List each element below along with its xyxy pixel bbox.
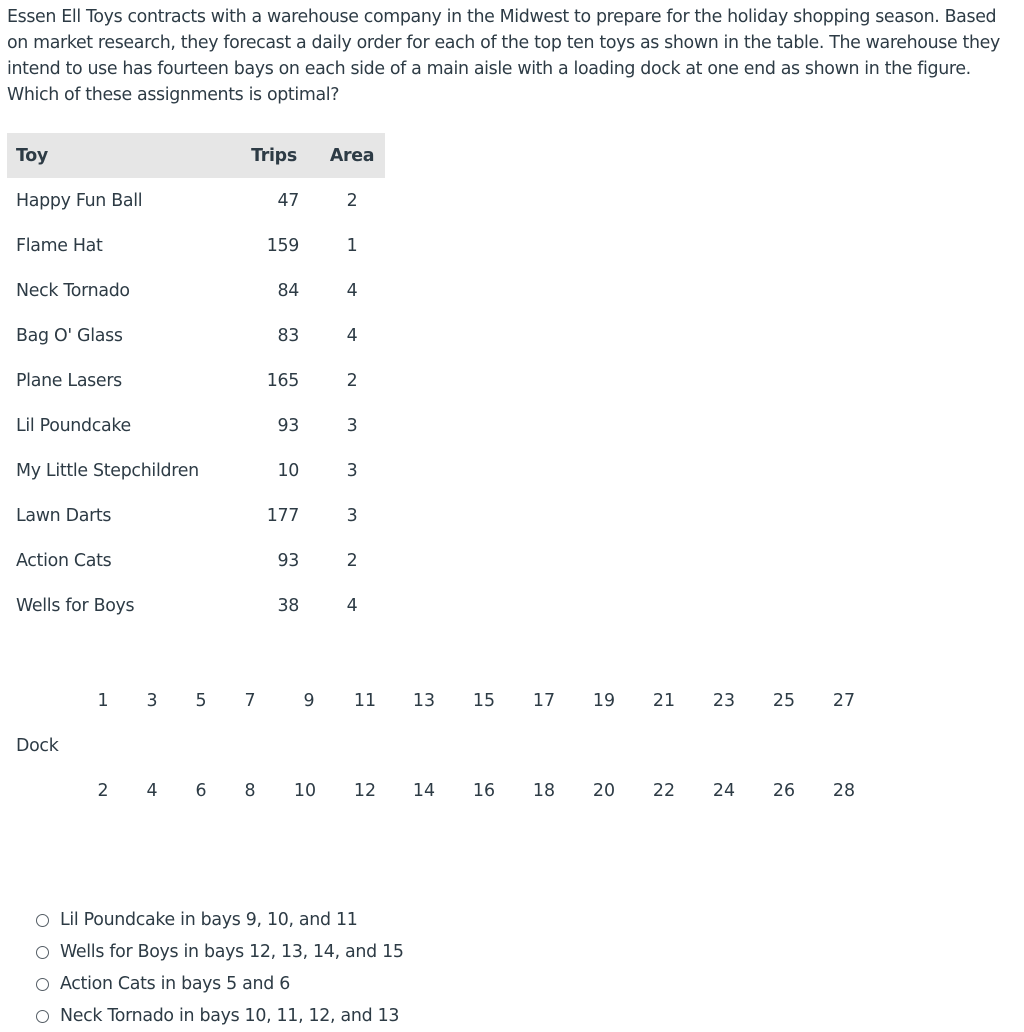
header-toy: Toy [7, 133, 229, 178]
toy-name: Lil Poundcake [16, 415, 131, 436]
bay-label: 15 [472, 691, 496, 711]
top-bays-row [0, 691, 1024, 715]
toy-area: 4 [346, 595, 358, 616]
toy-trips: 93 [277, 415, 299, 436]
toy-area: 1 [346, 235, 358, 256]
toy-trips: 83 [277, 325, 299, 346]
toy-name: My Little Stepchildren [16, 460, 199, 481]
toy-trips: 165 [266, 370, 299, 391]
bay-label: 3 [146, 691, 158, 711]
table-row [7, 358, 385, 403]
radio-button[interactable] [36, 914, 49, 927]
bay-label: 21 [652, 691, 676, 711]
table-row [7, 493, 385, 538]
table-row [7, 403, 385, 448]
toy-trips: 47 [277, 190, 299, 211]
answer-option-label: Neck Tornado in bays 10, 11, 12, and 13 [60, 1006, 400, 1026]
bay-label: 17 [532, 691, 556, 711]
toy-name: Happy Fun Ball [16, 190, 143, 211]
toy-name: Bag O' Glass [16, 325, 123, 346]
table-row [7, 268, 385, 313]
toy-trips: 10 [277, 460, 299, 481]
toy-trips: 84 [277, 280, 299, 301]
toy-name: Flame Hat [16, 235, 103, 256]
bay-label: 13 [412, 691, 436, 711]
toy-trips: 38 [277, 595, 299, 616]
bay-label: 23 [712, 691, 736, 711]
bottom-bays-row [0, 781, 1024, 805]
bay-label: 7 [244, 691, 256, 711]
answer-options [36, 904, 404, 1032]
table-row [7, 178, 385, 223]
radio-button[interactable] [36, 1010, 49, 1023]
dock-label: Dock [16, 736, 59, 756]
bay-label: 2 [97, 781, 109, 801]
table-row [7, 448, 385, 493]
toy-trips: 93 [277, 550, 299, 571]
table-row [7, 583, 385, 628]
toy-area: 2 [346, 550, 358, 571]
toy-area: 4 [346, 280, 358, 301]
bay-label: 9 [303, 691, 315, 711]
question-text: Essen Ell Toys contracts with a warehouse company in the Midwest to prepare for the holiday shopping season. Based on market research, they forecast a daily order for each of the top ten toys as shown in the table. The warehouse they intend to use has fourteen bays on each side of a main aisle with a loading dock at one end as shown in the figure. Which of these assignments is optimal? [7, 7, 1000, 105]
answer-option-label: Action Cats in bays 5 and 6 [60, 974, 290, 994]
bay-label: 8 [244, 781, 256, 801]
answer-option-label: Lil Poundcake in bays 9, 10, and 11 [60, 910, 358, 930]
table-row [7, 538, 385, 583]
toy-name: Plane Lasers [16, 370, 122, 391]
toy-area: 3 [346, 505, 358, 526]
toys-table [7, 133, 385, 628]
toy-area: 3 [346, 460, 358, 481]
toy-area: 2 [346, 190, 358, 211]
bay-label: 1 [97, 691, 109, 711]
bay-label: 4 [146, 781, 158, 801]
bay-label: 25 [772, 691, 796, 711]
bay-label: 14 [412, 781, 436, 801]
bay-label: 20 [592, 781, 616, 801]
toy-area: 3 [346, 415, 358, 436]
toy-trips: 159 [266, 235, 299, 256]
toy-area: 4 [346, 325, 358, 346]
toy-area: 2 [346, 370, 358, 391]
bay-label: 22 [652, 781, 676, 801]
header-area: Area [319, 133, 385, 178]
toy-name: Action Cats [16, 550, 112, 571]
radio-button[interactable] [36, 978, 49, 991]
bay-label: 19 [592, 691, 616, 711]
answer-option[interactable] [36, 936, 404, 968]
bay-label: 16 [472, 781, 496, 801]
toy-trips: 177 [266, 505, 299, 526]
bay-label: 10 [293, 781, 317, 801]
answer-option[interactable] [36, 968, 404, 1000]
header-trips: Trips [229, 133, 319, 178]
table-header-row [7, 133, 385, 178]
answer-option[interactable] [36, 904, 404, 936]
bay-label: 18 [532, 781, 556, 801]
table-row [7, 313, 385, 358]
table-row [7, 223, 385, 268]
bay-label: 27 [832, 691, 856, 711]
bay-label: 11 [353, 691, 377, 711]
bay-label: 12 [353, 781, 377, 801]
bay-label: 5 [195, 691, 207, 711]
bay-label: 24 [712, 781, 736, 801]
bay-label: 28 [832, 781, 856, 801]
toy-name: Neck Tornado [16, 280, 130, 301]
radio-button[interactable] [36, 946, 49, 959]
bay-label: 26 [772, 781, 796, 801]
answer-option-label: Wells for Boys in bays 12, 13, 14, and 15 [60, 942, 404, 962]
toy-name: Lawn Darts [16, 505, 112, 526]
bay-label: 6 [195, 781, 207, 801]
answer-option[interactable] [36, 1000, 404, 1032]
toy-name: Wells for Boys [16, 595, 135, 616]
